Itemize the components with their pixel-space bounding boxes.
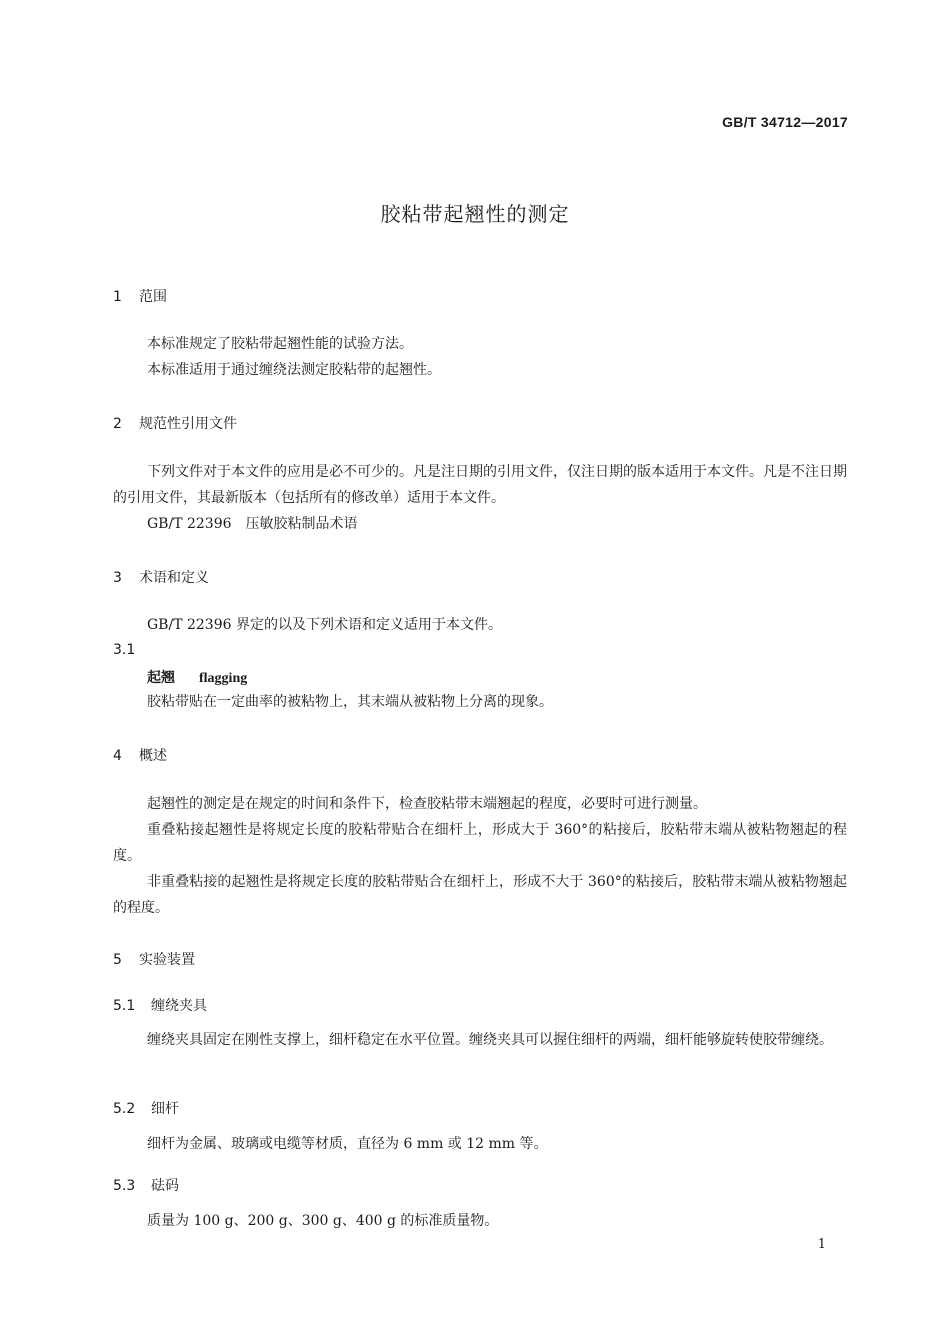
section-title: 细杆 <box>151 1101 179 1117</box>
document-title: 胶粘带起翘性的测定 <box>380 202 570 226</box>
paragraph: 细杆为金属、玻璃或电缆等材质，直径为 6 mm 或 12 mm 等。 <box>147 1136 548 1152</box>
section-number: 5.1 <box>113 998 136 1014</box>
section-title: 术语和定义 <box>139 570 209 586</box>
section-number: 1 <box>113 289 122 305</box>
section-number: 5.2 <box>113 1101 136 1117</box>
subsection-5-2-heading <box>113 1098 179 1118</box>
paragraph: 下列文件对于本文件的应用是必不可少的。凡是注日期的引用文件，仅注日期的版本适用于本文件。凡是不注日期的引用文件，其最新版本（包括所有的修改单）适用于本文件。 <box>113 464 847 506</box>
term-english: flagging <box>199 671 248 686</box>
section-4-heading <box>113 745 167 765</box>
paragraph: 本标准规定了胶粘带起翘性能的试验方法。 <box>147 336 413 352</box>
section-title: 缠绕夹具 <box>151 998 207 1014</box>
section-number: 2 <box>113 416 122 432</box>
section-number: 5 <box>113 952 122 968</box>
term-chinese: 起翘 <box>147 670 175 686</box>
section-number: 4 <box>113 748 122 764</box>
section-1-heading <box>113 286 167 306</box>
subsection-5-3-heading <box>113 1175 179 1195</box>
paragraph: 非重叠粘接的起翘性是将规定长度的胶粘带贴合在细杆上，形成不大于 360°的粘接后，胶粘带末端从被粘物翘起的程度。 <box>113 874 847 916</box>
section-title: 范围 <box>139 289 167 305</box>
paragraph: 质量为 100 g、200 g、300 g、400 g 的标准质量物。 <box>147 1213 499 1229</box>
section-title: 实验装置 <box>139 952 195 968</box>
term-definition: 胶粘带贴在一定曲率的被粘物上，其末端从被粘物上分离的现象。 <box>147 694 553 710</box>
section-title: 规范性引用文件 <box>139 416 237 432</box>
section-number: 5.3 <box>113 1178 136 1194</box>
section-title: 砝码 <box>151 1178 179 1194</box>
subsection-5-1-heading <box>113 995 207 1015</box>
section-2-heading <box>113 413 237 433</box>
section-3-heading <box>113 567 209 587</box>
section-number: 3 <box>113 570 122 586</box>
normative-reference: GB/T 22396 压敏胶粘制品术语 <box>147 516 358 532</box>
section-title: 概述 <box>139 748 167 764</box>
page-number: 1 <box>817 1237 826 1252</box>
standard-number: GB/T 34712—2017 <box>722 114 848 130</box>
term-number: 3.1 <box>113 642 136 658</box>
paragraph: GB/T 22396 界定的以及下列术语和定义适用于本文件。 <box>147 617 502 633</box>
paragraph: 本标准适用于通过缠绕法测定胶粘带的起翘性。 <box>147 362 441 378</box>
paragraph: 起翘性的测定是在规定的时间和条件下，检查胶粘带末端翘起的程度，必要时可进行测量。 <box>147 796 707 812</box>
term-entry <box>147 667 247 687</box>
section-5-heading <box>113 949 195 969</box>
paragraph: 缠绕夹具固定在刚性支撑上，细杆稳定在水平位置。缠绕夹具可以握住细杆的两端，细杆能够旋转使胶带缠绕。 <box>147 1032 833 1048</box>
paragraph: 重叠粘接起翘性是将规定长度的胶粘带贴合在细杆上，形成大于 360°的粘接后，胶粘带末端从被粘物翘起的程度。 <box>113 822 847 864</box>
